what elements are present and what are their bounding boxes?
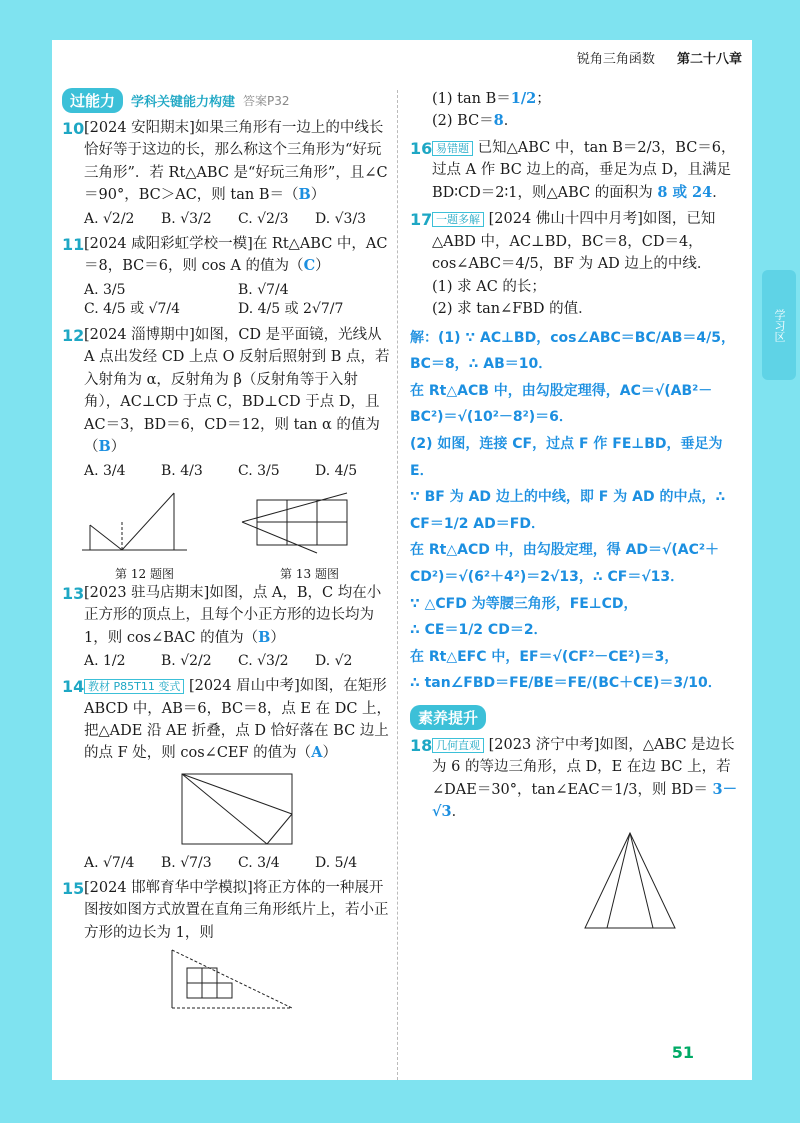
option-c: C. 3/4 xyxy=(238,854,280,871)
question-number: 18 xyxy=(410,736,433,755)
figures-12-13 xyxy=(62,485,392,565)
question-12 xyxy=(62,324,392,459)
question-text: [2023 驻马店期末]如图，点 A，B，C 均在小正方形的顶点上，且每个小正方形的边长均为 1，则 cos∠BAC 的值为（ xyxy=(84,584,382,646)
option-a: A. 3/4 xyxy=(84,462,126,479)
question-number: 17 xyxy=(410,210,433,230)
solution-17 xyxy=(410,325,745,697)
option-c: C. √3/2 xyxy=(238,653,289,670)
option-d: D. 4/5 或 2√7/7 xyxy=(238,300,344,317)
caption-13: 第 13 题图 xyxy=(280,566,339,581)
page xyxy=(52,40,786,1080)
question-18: 18 几何直观 [2023 济宁中考]如图，△ABC 是边长为 6 的等边三角形，点 D，E 在边 BC 上，若∠DAE＝30°，tan∠EAC＝1/3，则 BD＝ 3－√3． xyxy=(410,736,738,821)
question-17 xyxy=(410,208,745,320)
question-number: 15 xyxy=(62,878,85,898)
page-number: 51 xyxy=(671,1043,694,1062)
solution-line: ∵ △CFD 为等腰三角形，FE⊥CD， xyxy=(410,595,638,612)
options-12 xyxy=(62,463,392,479)
answer: 8 或 24 xyxy=(657,183,713,201)
answer: B xyxy=(298,186,311,204)
source-tag: 一题多解 xyxy=(432,212,484,227)
section-head-literacy xyxy=(410,705,745,730)
figure-15 xyxy=(62,948,392,1018)
question-number: 12 xyxy=(62,325,85,345)
question-text: [2024 眉山中考]如图，在矩形 ABCD 中，AB＝6，BC＝8，点 E 在 DC 上，把△ADE 沿 AE 折叠，点 D 恰好落在 BC 边上的点 F 处，则 cos∠CEF 的值为（ xyxy=(84,678,392,762)
question-number: 13 xyxy=(62,583,85,603)
question-text: [2024 淄博期中]如图，CD 是平面镜，光线从 A 点出发经 CD 上点 O 反射后照射到 B 点，若入射角为 α，反射角为 β（反射角等于入射角），AC⊥CD 于点 C，BD⊥CD 于点 D，且 AC＝3，BD＝6，CD＝12，则 tan α 的值为（ xyxy=(84,326,390,456)
header-topic: 锐角三角函数 xyxy=(576,52,655,67)
figure-12 xyxy=(82,493,187,550)
question-10 xyxy=(62,117,392,207)
answer: 3－√3 xyxy=(432,780,738,821)
answer-2: 8 xyxy=(493,112,504,130)
question-15-answers: (1) tan B＝1/2； (2) BC＝8． xyxy=(432,90,551,130)
sub-2: (2) BC＝ xyxy=(432,113,494,130)
option-d: D. 5/4 xyxy=(315,854,358,871)
section-tag: 素养提升 xyxy=(410,705,486,730)
option-d: D. √3/3 xyxy=(315,210,367,227)
question-text: [2024 邯郸育华中学模拟]将正方体的一种展开图按如图方式放置在直角三角形纸片上，若小正方形的边长为 1，则 xyxy=(84,879,389,941)
option-a: A. √7/4 xyxy=(84,854,135,871)
question-13 xyxy=(62,582,392,649)
option-a: A. √2/2 xyxy=(84,210,135,227)
question-number: 16 xyxy=(410,138,433,158)
solution-line: 解：(1) ∵ AC⊥BD，cos∠ABC＝BC/AB＝4/5，BC＝8，∴ AB＝10． xyxy=(410,329,735,373)
sub-1: (1) 求 AC 的长； xyxy=(432,278,546,295)
question-number: 14 xyxy=(62,677,85,697)
option-b: B. √7/3 xyxy=(161,854,212,871)
question-text: [2024 安阳期末]如果三角形有一边上的中线长恰好等于这边的长，那么称这个三角形为“好玩三角形”．若 Rt△ABC 是“好玩三角形”，且∠C＝90°，BC＞AC，则 tan B＝（ xyxy=(84,120,388,204)
source-tag: 教材 P85T11 变式 xyxy=(84,679,184,694)
sub-2: (2) 求 tan∠FBD 的值． xyxy=(432,301,593,318)
paren-close: ） xyxy=(315,258,330,275)
sub-1: (1) tan B＝ xyxy=(432,91,511,107)
option-d: D. 4/5 xyxy=(315,462,358,479)
options-10 xyxy=(62,211,392,227)
question-15 xyxy=(62,877,392,944)
section-head-ability xyxy=(62,88,392,113)
question-16: 16 易错题 已知△ABC 中，tan B＝2/3，BC＝6，过点 A 作 BC 边上的高，垂足为点 D，且满足 BD∶CD＝2∶1，则△ABC 的面积为 8 或 24． xyxy=(410,138,736,201)
source-tag: 几何直观 xyxy=(432,738,484,753)
solution-line: 在 Rt△EFC 中，EF＝√(CF²－CE²)＝3， xyxy=(410,648,679,665)
solution-line: 在 Rt△ACB 中，由勾股定理得，AC＝√(AB²－BC²)＝√(10²－8²)＝6． xyxy=(410,382,713,426)
option-c: C. 3/5 xyxy=(238,462,280,479)
right-column xyxy=(410,88,745,937)
question-text: [2024 咸阳彩虹学校一模]在 Rt△ABC 中，AC＝8，BC＝6，则 cos A 的值为（ xyxy=(84,235,388,275)
source-tag: 易错题 xyxy=(432,141,473,156)
answer-ref: 答案P32 xyxy=(243,94,290,108)
paren-close: ） xyxy=(310,187,326,204)
option-a: A. 3/5 xyxy=(84,281,126,298)
paren-close: ） xyxy=(270,629,285,646)
section-sub: 学科关键能力构建 xyxy=(131,95,236,110)
figure-18 xyxy=(410,828,745,933)
option-b: B. 4/3 xyxy=(161,462,203,479)
question-11 xyxy=(62,233,392,278)
option-b: B. √3/2 xyxy=(161,210,212,227)
solution-line: ∴ CE＝1/2 CD＝2． xyxy=(410,622,548,639)
option-b: B. √7/4 xyxy=(238,281,289,298)
answer: B xyxy=(258,628,271,646)
option-d: D. √2 xyxy=(315,653,353,670)
header-chapter: 第二十八章 xyxy=(676,52,742,67)
figure-13 xyxy=(242,493,347,553)
section-tag: 过能力 xyxy=(62,88,123,113)
left-column xyxy=(62,88,392,1022)
option-b: B. √2/2 xyxy=(161,653,212,670)
answer-1: 1/2 xyxy=(510,90,537,107)
answer: C xyxy=(303,257,316,275)
options-14 xyxy=(62,855,392,871)
question-number: 10 xyxy=(62,119,85,138)
paren-close: ） xyxy=(110,439,126,456)
answer: A xyxy=(311,744,323,762)
answer: B xyxy=(98,438,111,456)
solution-line: ∴ tan∠FBD＝FE/BE＝FE/(BC＋CE)＝3/10． xyxy=(410,675,722,692)
caption-12: 第 12 题图 xyxy=(115,566,174,581)
side-tab[interactable]: 学习区 xyxy=(762,270,796,380)
question-text: 已知△ABC 中，tan B＝2/3，BC＝6，过点 A 作 BC 边上的高，垂足为点 D，且满足 BD∶CD＝2∶1，则△ABC 的面积为 xyxy=(432,139,736,201)
question-text: [2023 济宁中考]如图，△ABC 是边长为 6 的等边三角形，点 D，E 在边 BC 上，若∠DAE＝30°，tan∠EAC＝1/3，则 BD＝ xyxy=(432,737,735,798)
page-header xyxy=(559,48,742,67)
solution-line: 在 Rt△ACD 中，由勾股定理，得 AD＝√(AC²＋CD²)＝√(6²＋4²)＝2√13，∴ CF＝√13． xyxy=(410,542,720,586)
option-c: C. 4/5 或 √7/4 xyxy=(84,300,180,317)
question-number: 11 xyxy=(62,234,85,254)
solution-line: ∵ BF 为 AD 边上的中线，即 F 为 AD 的中点，∴ CF＝1/2 AD＝FD． xyxy=(410,489,726,532)
options-13 xyxy=(62,653,392,669)
question-text: [2024 佛山十四中月考]如图，已知△ABD 中，AC⊥BD，BC＝8，CD＝4，cos∠ABC＝4/5，BF 为 AD 边上的中线． xyxy=(432,211,716,273)
option-c: C. √2/3 xyxy=(238,210,289,227)
question-14 xyxy=(62,675,392,765)
solution-line: (2) 如图，连接 CF，过点 F 作 FE⊥BD，垂足为 E． xyxy=(410,436,723,479)
paren-close: ） xyxy=(322,745,337,762)
option-a: A. 1/2 xyxy=(84,653,126,670)
figure-14 xyxy=(62,769,392,849)
column-divider xyxy=(397,90,398,1080)
figure-captions xyxy=(62,565,392,582)
options-11 xyxy=(62,282,392,318)
